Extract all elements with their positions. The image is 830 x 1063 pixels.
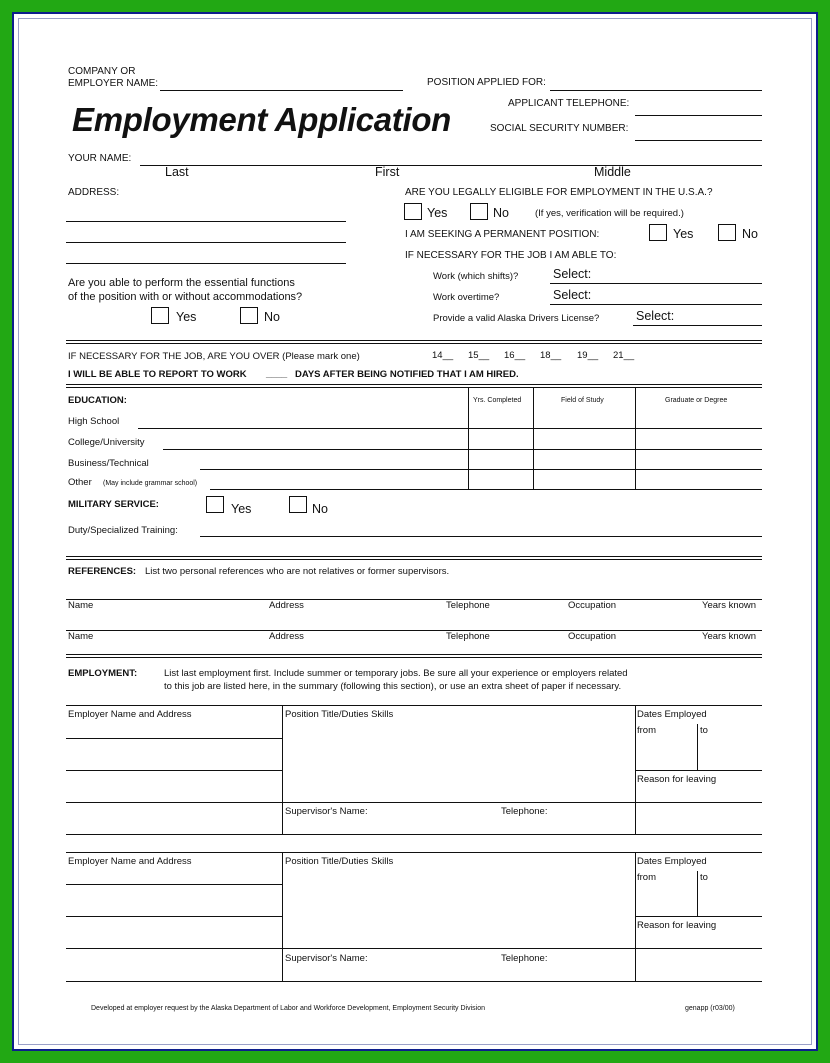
employer-1-divider [282,705,283,834]
military-no-checkbox[interactable] [289,496,307,513]
reference-2-col-years: Years known [702,631,757,642]
education-other-note: (May include grammar school) [103,480,198,487]
verification-note: (If yes, verification will be required.) [535,208,684,219]
divider [66,556,762,557]
reference-1-col-address: Address [269,600,304,611]
report-days-blank[interactable]: ____ [266,369,288,380]
education-col-years: Yrs. Completed [473,397,522,404]
employer-2-row-line [66,948,762,949]
education-col-divider [635,388,636,490]
employer-1-address-line[interactable] [66,770,282,771]
telephone-label: APPLICANT TELEPHONE: [508,98,630,109]
address-line-2[interactable] [66,242,346,243]
reference-1-col-name: Name [68,600,94,611]
reference-2-col-address: Address [269,631,304,642]
permanent-yes-checkbox[interactable] [649,224,667,241]
address-line-3[interactable] [66,263,346,264]
education-col-divider [468,388,469,490]
college-field[interactable] [163,449,762,450]
employer-2-address-line[interactable] [66,916,282,917]
employer-2-name-label: Employer Name and Address [68,856,192,867]
age-question: IF NECESSARY FOR THE JOB, ARE YOU OVER (Please mark one) [68,351,360,362]
military-no-label: No [312,502,328,516]
position-label: POSITION APPLIED FOR: [427,77,546,88]
license-select[interactable]: Select: [636,309,675,323]
military-yes-checkbox[interactable] [206,496,224,513]
eligible-no-label: No [493,206,509,220]
age-option-21[interactable]: 21__ [613,350,635,361]
able-to-heading: IF NECESSARY FOR THE JOB I AM ABLE TO: [405,250,617,261]
telephone-field[interactable] [635,115,762,116]
reference-2-field[interactable] [66,630,762,631]
license-label: Provide a valid Alaska Drivers License? [433,313,600,324]
reference-2-col-name: Name [68,631,94,642]
duty-field[interactable] [200,536,762,537]
education-row-college: College/University [68,437,145,448]
license-underline [633,325,762,326]
age-option-18[interactable]: 18__ [540,350,562,361]
your-name-label: YOUR NAME: [68,153,132,164]
divider [66,559,762,560]
eligible-yes-checkbox[interactable] [404,203,422,220]
education-row-high-school: High School [68,416,120,427]
company-label-1: COMPANY OR [68,66,136,77]
page-title: Employment Application [72,101,452,138]
name-middle-label: Middle [594,165,631,179]
name-last-label: Last [165,165,189,179]
functions-yes-label: Yes [176,310,197,324]
education-col-degree: Graduate or Degree [665,397,728,404]
employer-2-dates-field[interactable] [635,916,762,917]
report-text-2: DAYS AFTER BEING NOTIFIED THAT I AM HIRED. [295,369,519,380]
employer-2-top-rule [66,852,762,853]
employer-1-dates-label: Dates Employed [637,709,707,720]
reference-1-col-telephone: Telephone [446,600,490,611]
footer-developed-text: Developed at employer request by the Alaska Department of Labor and Workforce Development, Employment Security Division [91,1005,486,1012]
functions-no-checkbox[interactable] [240,307,258,324]
permanent-no-checkbox[interactable] [718,224,736,241]
employer-1-bottom-rule [66,834,762,835]
divider [66,340,762,341]
other-education-field[interactable] [210,489,762,490]
employment-instruction-1: List last employment first. Include summer or temporary jobs. Be sure all your experience or employers related [164,668,628,679]
age-option-16[interactable]: 16__ [504,350,526,361]
employer-1-address-line[interactable] [66,738,282,739]
eligible-yes-label: Yes [427,206,448,220]
overtime-underline [550,304,762,305]
reference-2-col-telephone: Telephone [446,631,490,642]
permanent-yes-label: Yes [673,227,694,241]
reference-2-col-occupation: Occupation [568,631,617,642]
education-label: EDUCATION: [68,395,127,406]
reference-1-field[interactable] [66,599,762,600]
permanent-question: I AM SEEKING A PERMANENT POSITION: [405,229,600,240]
report-text-1: I WILL BE ABLE TO REPORT TO WORK [68,369,247,380]
employer-2-to-label: to [700,872,708,883]
age-option-15[interactable]: 15__ [468,350,490,361]
functions-question-1: Are you able to perform the essential functions [68,277,295,289]
employer-1-from-label: from [637,725,656,736]
divider [66,387,762,388]
ssn-label: SOCIAL SECURITY NUMBER: [490,123,629,134]
address-label: ADDRESS: [68,187,120,198]
shifts-label: Work (which shifts)? [433,271,519,282]
employer-2-dates-label: Dates Employed [637,856,707,867]
employer-1-name-label: Employer Name and Address [68,709,192,720]
employment-instruction-2: to this job are listed here, in the summary (following this section), or use an extra sheet of paper if necessary. [164,681,622,692]
functions-question-2: of the position with or without accommodations? [68,291,303,303]
employer-2-date-divider [697,871,698,917]
education-col-field: Field of Study [561,397,604,404]
duty-label: Duty/Specialized Training: [68,525,178,536]
employer-2-bottom-rule [66,981,762,982]
employer-2-supervisor-label: Supervisor's Name: [285,953,368,964]
employer-1-to-label: to [700,725,708,736]
education-row-business: Business/Technical [68,458,149,469]
age-option-14[interactable]: 14__ [432,350,454,361]
employer-2-divider [282,852,283,981]
age-option-19[interactable]: 19__ [577,350,599,361]
shifts-underline [550,283,762,284]
functions-no-label: No [264,310,280,324]
divider [66,343,762,344]
employer-1-row-line [66,802,762,803]
employment-label: EMPLOYMENT: [68,668,138,679]
employer-2-telephone-label: Telephone: [501,953,548,964]
address-line-1[interactable] [66,221,346,222]
name-first-label: First [375,165,400,179]
military-yes-label: Yes [231,502,252,516]
eligibility-question: ARE YOU LEGALLY ELIGIBLE FOR EMPLOYMENT IN THE U.S.A.? [405,187,713,198]
employer-1-telephone-label: Telephone: [501,806,548,817]
permanent-no-label: No [742,227,758,241]
employer-1-dates-field[interactable] [635,770,762,771]
employer-1-position-label: Position Title/Duties Skills [285,709,394,720]
employer-2-reason-label: Reason for leaving [637,920,717,931]
employer-1-supervisor-label: Supervisor's Name: [285,806,368,817]
footer-form-code: genapp (r03/00) [685,1005,735,1012]
business-field[interactable] [200,469,762,470]
employer-1-reason-label: Reason for leaving [637,774,717,785]
divider [66,384,762,385]
position-field[interactable] [550,90,762,91]
divider [66,654,762,655]
ssn-field[interactable] [635,140,762,141]
divider [66,657,762,658]
employer-1-date-divider [697,724,698,770]
functions-yes-checkbox[interactable] [151,307,169,324]
references-label: REFERENCES: [68,566,137,577]
name-field[interactable] [140,165,762,166]
reference-1-col-occupation: Occupation [568,600,617,611]
employer-2-position-label: Position Title/Duties Skills [285,856,394,867]
high-school-field[interactable] [138,428,762,429]
employer-1-top-rule [66,705,762,706]
references-instruction: List two personal references who are not relatives or former supervisors. [145,566,450,577]
company-name-field[interactable] [160,90,403,91]
employer-2-address-line[interactable] [66,884,282,885]
reference-1-col-years: Years known [702,600,757,611]
employer-2-from-label: from [637,872,656,883]
education-row-other: Other [68,477,92,488]
eligible-no-checkbox[interactable] [470,203,488,220]
shifts-select[interactable]: Select: [553,267,592,281]
overtime-label: Work overtime? [433,292,500,303]
military-label: MILITARY SERVICE: [68,499,159,510]
education-col-divider [533,388,534,490]
company-label-2: EMPLOYER NAME: [68,78,159,89]
overtime-select[interactable]: Select: [553,288,592,302]
